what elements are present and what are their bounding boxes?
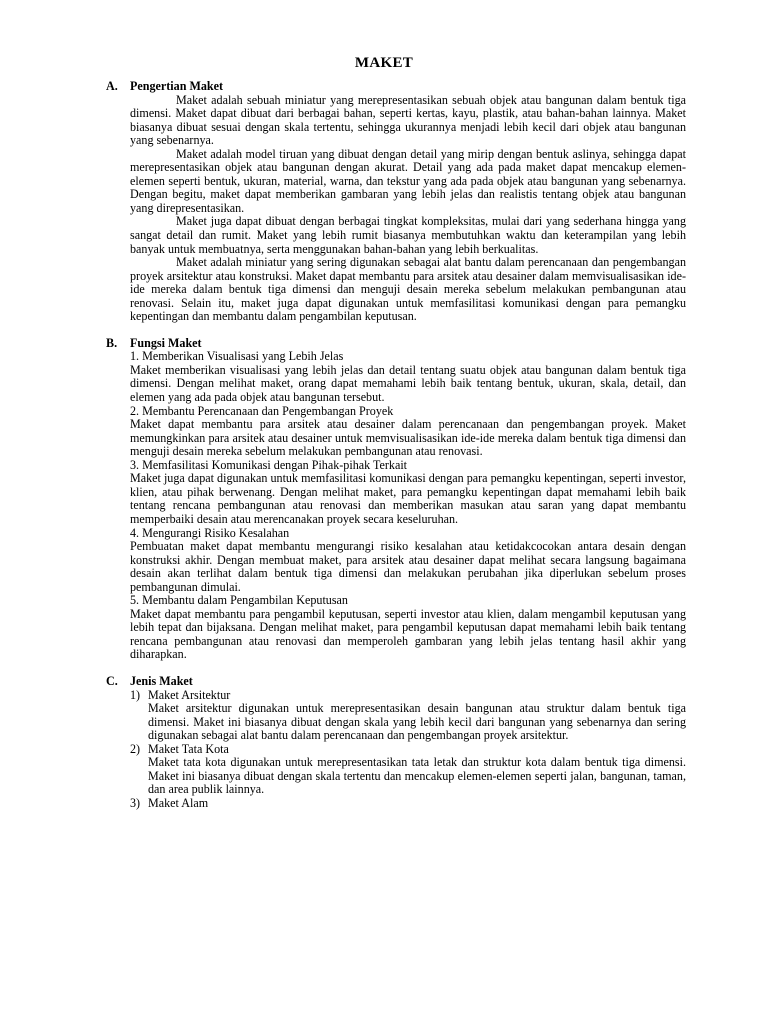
paragraph: Maket adalah miniatur yang sering digunakan sebagai alat bantu dalam perencanaan dan pengembangan proyek arsitektur atau konstruksi. Maket dapat membantu para arsitek atau desainer dalam memvisualisasikan ide-ide mereka dalam bentuk tiga dimensi dan menguji desain mereka sebelum melakukan pembangunan atau renovasi. Selain itu, maket juga dapat digunakan untuk memfasilitasi komunikasi dengan para pemangku kepentingan dan membantu dalam pengambilan keputusan. — [130, 255, 686, 324]
fungsi-item-text: Maket memberikan visualisasi yang lebih jelas dan detail tentang suatu objek atau bangunan dalam bentuk tiga dimensi. Dengan melihat maket, orang dapat memahami lebih baik tentang bentuk, ukuran, skala, detail, dan elemen yang ada pada objek atau bangunan tersebut. — [130, 362, 686, 405]
section-heading — [106, 337, 686, 351]
section-fungsi — [106, 337, 686, 662]
section-heading — [106, 80, 686, 94]
jenis-item — [130, 743, 686, 797]
section-heading-text: Jenis Maket — [130, 673, 193, 688]
jenis-item-heading — [130, 743, 686, 757]
fungsi-item-title: 1. Memberikan Visualisasi yang Lebih Jelas — [130, 349, 344, 364]
section-body — [130, 94, 686, 324]
jenis-item-heading — [130, 797, 686, 811]
document-content — [106, 80, 686, 810]
jenis-item-text: Maket arsitektur digunakan untuk merepresentasikan desain bangunan atau struktur dalam bentuk tiga dimensi. Maket ini biasanya dibuat dengan skala yang lebih kecil dari bangunan yang sebenarnya dan sering digunakan sebagai alat bantu dalam perencanaan dan pengembangan proyek arsitektur. — [148, 701, 686, 743]
jenis-item-title: Maket Tata Kota — [148, 741, 229, 756]
jenis-item-number: 2) — [130, 741, 141, 756]
fungsi-item-title: 3. Memfasilitasi Komunikasi dengan Pihak-pihak Terkait — [130, 457, 408, 472]
section-heading-text: Fungsi Maket — [130, 335, 202, 350]
jenis-item-title: Maket Alam — [148, 795, 209, 810]
section-letter: A. — [106, 79, 118, 93]
fungsi-item-text: Maket dapat membantu para arsitek atau desainer dalam perencanaan dan pengembangan proyek. Maket memungkinkan para arsitek atau desainer untuk memvisualisasikan ide-ide mereka dalam bentuk tiga dimensi dan menguji desain mereka sebelum melakukan pembangunan atau renovasi. — [130, 417, 686, 459]
section-heading — [106, 675, 686, 689]
section-heading-text: Pengertian Maket — [130, 79, 224, 93]
fungsi-item-title: 2. Membantu Perencanaan dan Pengembangan Proyek — [130, 403, 394, 418]
jenis-item-title: Maket Arsitektur — [148, 687, 231, 702]
jenis-item-number: 1) — [130, 687, 141, 702]
section-pengertian — [106, 80, 686, 324]
fungsi-item-title: 5. Membantu dalam Pengambilan Keputusan — [130, 593, 348, 608]
section-body — [130, 350, 686, 662]
fungsi-item-text: Pembuatan maket dapat membantu mengurangi risiko kesalahan atau ketidakcocokan antara desain dengan konstruksi akhir. Dengan membuat maket, para arsitek atau desainer dapat melihat secara langsung bagaimana desain akan terlihat dalam bentuk tiga dimensi dan melakukan perubahan jika diperlukan sebelum proses pembangunan dimulai. — [130, 539, 686, 594]
section-letter: C. — [106, 673, 118, 688]
jenis-item-heading — [130, 689, 686, 703]
section-letter: B. — [106, 335, 118, 350]
document-title: MAKET — [354, 55, 414, 71]
jenis-item-text: Maket tata kota digunakan untuk merepresentasikan tata letak dan struktur kota dalam bentuk tiga dimensi. Maket ini biasanya dibuat dengan skala tertentu dan mencakup elemen-elemen seperti jalan, bangunan, taman, dan area publik lainnya. — [148, 755, 686, 797]
jenis-item — [130, 797, 686, 811]
jenis-item — [130, 689, 686, 743]
fungsi-item-text: Maket dapat membantu para pengambil keputusan, seperti investor atau klien, dalam mengambil keputusan yang lebih tepat dan bijaksana. Dengan melihat maket, para pengambil keputusan dapat memahami lebih baik tentang rencana pembangunan atau renovasi dan memperoleh gambaran yang lebih jelas tentang hasil akhir yang diharapkan. — [130, 606, 686, 662]
paragraph: Maket juga dapat dibuat dengan berbagai tingkat kompleksitas, mulai dari yang sederhana hingga yang sangat detail dan rumit. Maket yang lebih rumit biasanya membutuhkan waktu dan keterampilan yang lebih banyak untuk membuatnya, serta menggunakan bahan-bahan yang lebih berkualitas. — [130, 214, 686, 256]
section-body — [130, 689, 686, 811]
paragraph: Maket adalah sebuah miniatur yang merepresentasikan sebuah objek atau bangunan dalam bentuk tiga dimensi. Maket dapat dibuat dari berbagai bahan, seperti kertas, kayu, plastik, atau bahan-bahan lainnya. Maket biasanya dibuat sesuai dengan skala tertentu, sehingga ukurannya menjadi lebih kecil dari objek atau bangunan yang sebenarnya. — [130, 92, 686, 148]
section-jenis — [106, 675, 686, 810]
fungsi-item-title: 4. Mengurangi Risiko Kesalahan — [130, 525, 290, 540]
paragraph: Maket adalah model tiruan yang dibuat dengan detail yang mirip dengan bentuk aslinya, sehingga dapat merepresentasikan objek atau bangunan dengan akurat. Detail yang ada pada maket dapat mencakup elemen-elemen seperti bentuk, ukuran, material, warna, dan tekstur yang ada pada objek atau bangunan yang sebenarnya. Dengan begitu, maket dapat memberikan gambaran yang lebih jelas dan realistis tentang objek atau bangunan yang direpresentasikan. — [130, 146, 686, 215]
jenis-item-number: 3) — [130, 795, 141, 810]
fungsi-item-text: Maket juga dapat digunakan untuk memfasilitasi komunikasi dengan para pemangku kepentingan, seperti investor, klien, atau pihak berwenang. Dengan melihat maket, para pemangku kepentingan dapat memahami lebih baik tentang rencana pembangunan atau renovasi dan memberikan masukan atau saran yang dapat membantu memperbaiki desain atau merencanakan proyek secara keseluruhan. — [130, 471, 686, 526]
